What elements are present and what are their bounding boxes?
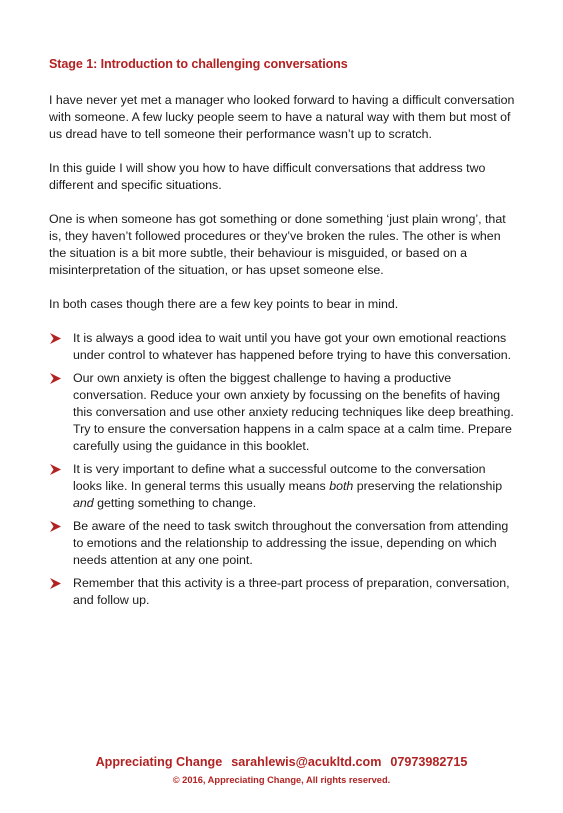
list-item [49,330,517,364]
guide-paragraph: In this guide I will show you how to have difficult conversations that address two different and specific situations. [49,161,486,192]
list-item-text: Be aware of the need to task switch throughout the conversation from attending to emotions and the relationship to addressing the issue, depending on which needs attention at any one point. [73,519,509,567]
emphasis-and: and [73,496,94,510]
list-item-text-end: getting something to change. [93,496,257,510]
arrow-bullet-icon [50,521,61,532]
footer-email: sarahlewis@acukltd.com [231,755,382,769]
list-item [49,461,517,512]
document-body [49,56,517,615]
list-item-text: Remember that this activity is a three-part process of preparation, conversation, and follow up. [73,576,510,607]
list-item-text: Our own anxiety is often the biggest challenge to having a productive conversation. Reduce your own anxiety by focussing on the benefits of having this conversation and use other anxiety reducing techniques like deep breathing. Try to ensure the conversation happens in a calm space at a calm time. Prepare carefully using the guidance in this booklet. [73,371,514,453]
list-item [49,370,517,455]
footer-copyright: © 2016, Appreciating Change, All rights reserved. [172,775,391,785]
key-points-list [49,330,517,609]
footer-company: Appreciating Change [95,755,223,769]
list-item [49,518,517,569]
arrow-bullet-icon [50,578,61,589]
section-heading: Stage 1: Introduction to challenging conversations [49,57,348,71]
list-item [49,575,517,609]
situations-paragraph: One is when someone has got something or done something ‘just plain wrong’, that is, they haven’t followed procedures or they’ve broken the rules. The other is when the situation is a bit more subtle, their behaviour is misguided, or based on a misinterpretation of the situation, or has upset someone else. [49,212,506,277]
emphasis-both: both [329,479,354,493]
footer-contact [0,755,563,769]
list-item-text: It is always a good idea to wait until you have got your own emotional reactions under control to whatever has happened before trying to have this conversation. [73,331,512,362]
footer-phone: 07973982715 [390,755,468,769]
list-item-text-start: It is very important to define what a successful outcome to the conversation looks like. In general terms this usually means [73,462,486,493]
arrow-bullet-icon [50,373,61,384]
key-points-paragraph: In both cases though there are a few key points to bear in mind. [49,297,399,311]
intro-paragraph: I have never yet met a manager who looked forward to having a difficult conversation with someone. A few lucky people seem to have a natural way with them but most of us dread have to tell someone their performance wasn’t up to scratch. [49,93,515,141]
list-item-text-middle: preserving the relationship [353,479,503,493]
arrow-bullet-icon [50,333,61,344]
arrow-bullet-icon [50,464,61,475]
list-item-text [73,462,502,510]
